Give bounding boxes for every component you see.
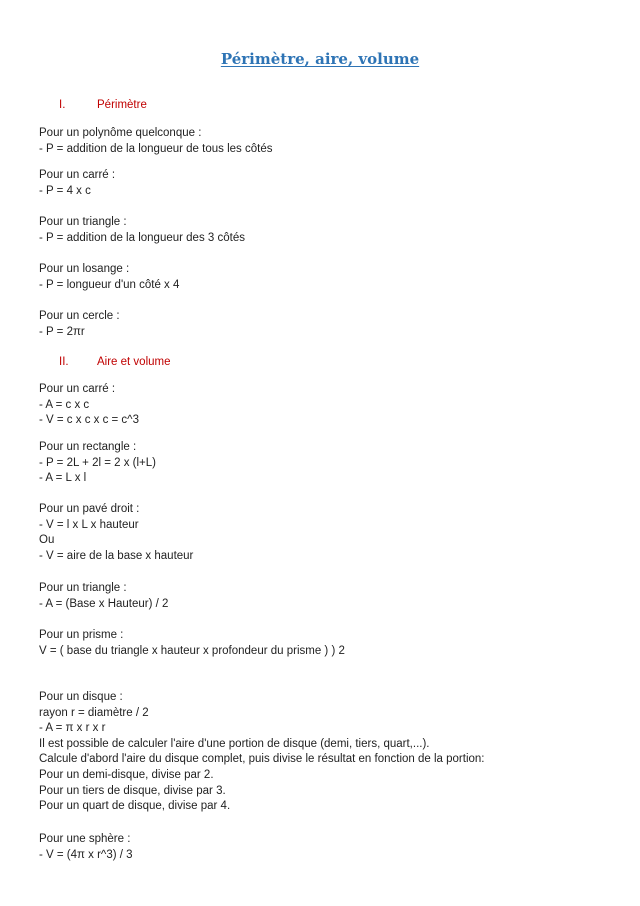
formula-line: - A = L x l xyxy=(39,472,87,485)
formula-line: - A = (Base x Hauteur) / 2 xyxy=(39,597,169,610)
formula-block-carre-aire xyxy=(39,382,139,429)
formula-line: - V = c x c x c = c^3 xyxy=(39,414,139,427)
formula-block-carre-perimetre xyxy=(39,168,115,199)
section-number: I. xyxy=(59,99,66,111)
formula-block-triangle-perimetre xyxy=(39,215,245,246)
formula-line: - V = aire de la base x hauteur xyxy=(39,549,194,562)
formula-line: V = ( base du triangle x hauteur x profondeur du prisme ) ) 2 xyxy=(39,644,345,657)
explanation-line: Pour un demi-disque, divise par 2. xyxy=(39,768,214,781)
block-heading: Pour un triangle : xyxy=(39,582,127,594)
formula-line: - V = (4π x r^3) / 3 xyxy=(39,848,133,861)
formula-line: - A = π x r x r xyxy=(39,722,106,735)
formula-line: - A = c x c xyxy=(39,398,90,411)
formula-block-cercle xyxy=(39,309,120,340)
formula-line: Ou xyxy=(39,534,55,547)
block-heading: Pour un losange : xyxy=(39,263,130,275)
formula-line: - P = 2πr xyxy=(39,325,85,338)
block-heading: Pour un disque : xyxy=(39,691,123,703)
document-title: Périmètre, aire, volume xyxy=(220,50,420,68)
formula-block-prisme xyxy=(39,628,345,659)
formula-block-rectangle xyxy=(39,440,156,487)
formula-line: - P = addition de la longueur des 3 côtés xyxy=(39,231,245,244)
formula-block-triangle-aire xyxy=(39,581,168,612)
explanation-line: Calcule d'abord l'aire du disque complet, puis divise le résultat en fonction de la portion: xyxy=(39,753,485,766)
block-heading: Pour un triangle : xyxy=(39,216,127,228)
formula-block-disque xyxy=(39,690,485,815)
formula-line: - P = 2L + 2l = 2 x (l+L) xyxy=(39,456,156,469)
block-heading: Pour un polynôme quelconque : xyxy=(39,127,202,139)
block-heading: Pour un carré : xyxy=(39,169,116,181)
section-title: Périmètre xyxy=(97,99,147,111)
formula-block-polynome xyxy=(39,126,272,157)
explanation-line: Pour un tiers de disque, divise par 3. xyxy=(39,784,226,797)
formula-block-sphere xyxy=(39,832,133,863)
explanation-line: Il est possible de calculer l'aire d'une portion de disque (demi, tiers, quart,...). xyxy=(39,737,430,750)
block-heading: Pour un rectangle : xyxy=(39,441,137,453)
explanation-line: Pour un quart de disque, divise par 4. xyxy=(39,800,231,813)
section-number: II. xyxy=(59,356,69,368)
formula-line: - V = l x L x hauteur xyxy=(39,518,139,531)
formula-line: - P = addition de la longueur de tous les côtés xyxy=(39,142,273,155)
block-heading: Pour un prisme : xyxy=(39,629,124,641)
formula-line: - P = longueur d'un côté x 4 xyxy=(39,278,180,291)
block-heading: Pour une sphère : xyxy=(39,833,131,845)
block-heading: Pour un pavé droit : xyxy=(39,503,140,515)
formula-line: rayon r = diamètre / 2 xyxy=(39,706,149,719)
formula-block-losange xyxy=(39,262,179,293)
block-heading: Pour un cercle : xyxy=(39,310,120,322)
block-heading: Pour un carré : xyxy=(39,383,116,395)
section-title: Aire et volume xyxy=(97,356,171,368)
formula-block-pave-droit xyxy=(39,502,193,564)
formula-line: - P = 4 x c xyxy=(39,184,91,197)
